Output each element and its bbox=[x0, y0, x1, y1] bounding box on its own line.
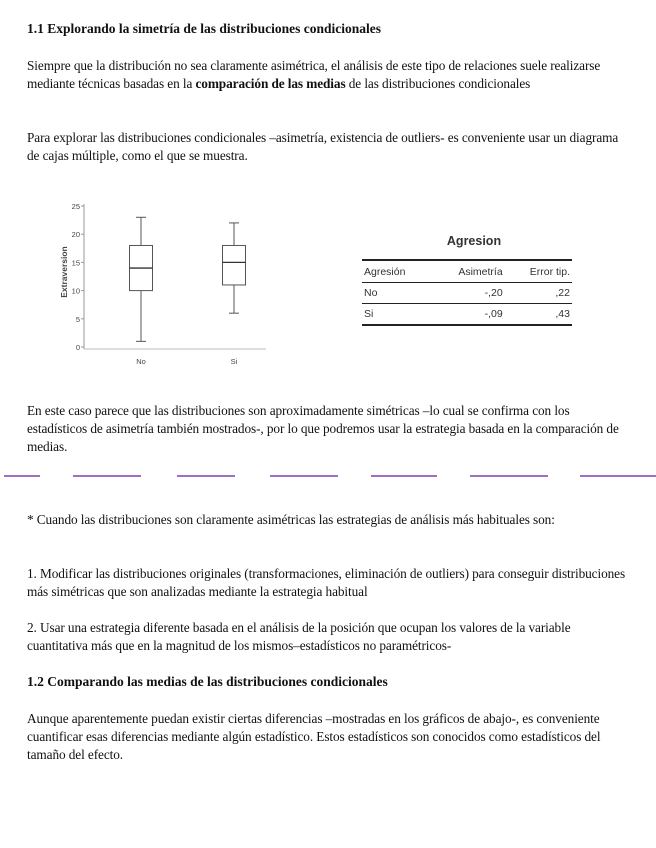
divider-dash bbox=[371, 475, 437, 477]
table-title: Agresion bbox=[446, 234, 502, 248]
cell-std-error: ,43 bbox=[505, 304, 572, 326]
x-category-label: No bbox=[136, 357, 146, 366]
divider-dash bbox=[580, 475, 656, 477]
y-axis-label: Extraversion bbox=[59, 246, 69, 298]
y-tick-label: 20 bbox=[71, 230, 80, 240]
divider-dash bbox=[4, 475, 40, 477]
x-axis-categories bbox=[136, 357, 237, 366]
section-divider bbox=[0, 475, 656, 478]
y-tick-label: 0 bbox=[75, 343, 80, 352]
note-item-1: 1. Modificar las distribuciones originales (transformaciones, eliminación de outliers) para conseguir distribuciones más simétricas que son analizadas mediante la estrategia habitual bbox=[27, 566, 626, 599]
divider-dash bbox=[73, 475, 141, 477]
y-tick-label: 5 bbox=[75, 314, 80, 324]
note-item-2: 2. Usar una estrategia diferente basada en el análisis de la posición que ocupan los valores de la variable cuantitativa más que en la magnitud de los mismos–estadísticos no paramétricos- bbox=[27, 620, 571, 653]
y-tick-label: 25 bbox=[71, 202, 80, 211]
paragraph-intro-text-a: Siempre que la distribución no sea claramente asimétrica, el análisis de este tipo de relaciones suele realizarse mediante técnicas basadas en la bbox=[27, 58, 601, 91]
cell-group: No bbox=[362, 283, 431, 304]
x-category-label: Si bbox=[230, 357, 238, 366]
paragraph-symmetry-conclusion: En este caso parece que las distribuciones son aproximadamente simétricas –lo cual se confirma con los estadísticos de asimetría también mostrados-, por lo que podremos usar la estrategia basada en la comparación de medias. bbox=[27, 403, 619, 454]
divider-dash bbox=[270, 475, 338, 477]
table-row bbox=[362, 304, 572, 326]
y-axis-ticks bbox=[72, 202, 84, 352]
skewness-table bbox=[362, 232, 572, 326]
paragraph-boxplot-explanation: Para explorar las distribuciones condicionales –asimetría, existencia de outliers- es conveniente usar un diagrama de cajas múltiple, como el que se muestra. bbox=[27, 130, 619, 163]
col-header-asimetria: Asimetría bbox=[431, 260, 505, 283]
col-header-error: Error tip. bbox=[505, 260, 572, 283]
cell-skewness: -,09 bbox=[431, 304, 505, 326]
table-row bbox=[362, 283, 572, 304]
y-tick-label: 10 bbox=[71, 286, 80, 296]
section-title-1-2: 1.2 Comparando las medias de las distribuciones condicionales bbox=[27, 674, 388, 689]
paragraph-effect-size: Aunque aparentemente puedan existir ciertas diferencias –mostradas en los gráficos de abajo-, es conveniente cuantificar esas diferencias mediante algún estadístico. Estos estadísticos son conocidos como estadísticos del tamaño del efecto. bbox=[27, 711, 601, 762]
cell-skewness: -,20 bbox=[431, 283, 505, 304]
stats-table bbox=[362, 259, 572, 326]
table-header-row bbox=[362, 260, 572, 283]
cell-group: Si bbox=[362, 304, 431, 326]
paragraph-intro-bold: comparación de las medias bbox=[195, 76, 346, 91]
paragraph-intro-text-b: de las distribuciones condicionales bbox=[345, 76, 531, 91]
box-iqr bbox=[223, 245, 246, 284]
paragraph-intro bbox=[27, 57, 627, 93]
cell-std-error: ,22 bbox=[505, 283, 572, 304]
boxplot-chart bbox=[56, 196, 276, 372]
section-title-1-1: 1.1 Explorando la simetría de las distribuciones condicionales bbox=[27, 21, 382, 36]
divider-dash bbox=[177, 475, 235, 477]
boxplot-boxes bbox=[130, 217, 246, 341]
note-intro: * Cuando las distribuciones son claramente asimétricas las estrategias de análisis más habituales son: bbox=[27, 512, 555, 527]
col-header-agresion: Agresión bbox=[362, 260, 431, 283]
y-tick-label: 15 bbox=[71, 258, 80, 268]
divider-dash bbox=[470, 475, 548, 477]
